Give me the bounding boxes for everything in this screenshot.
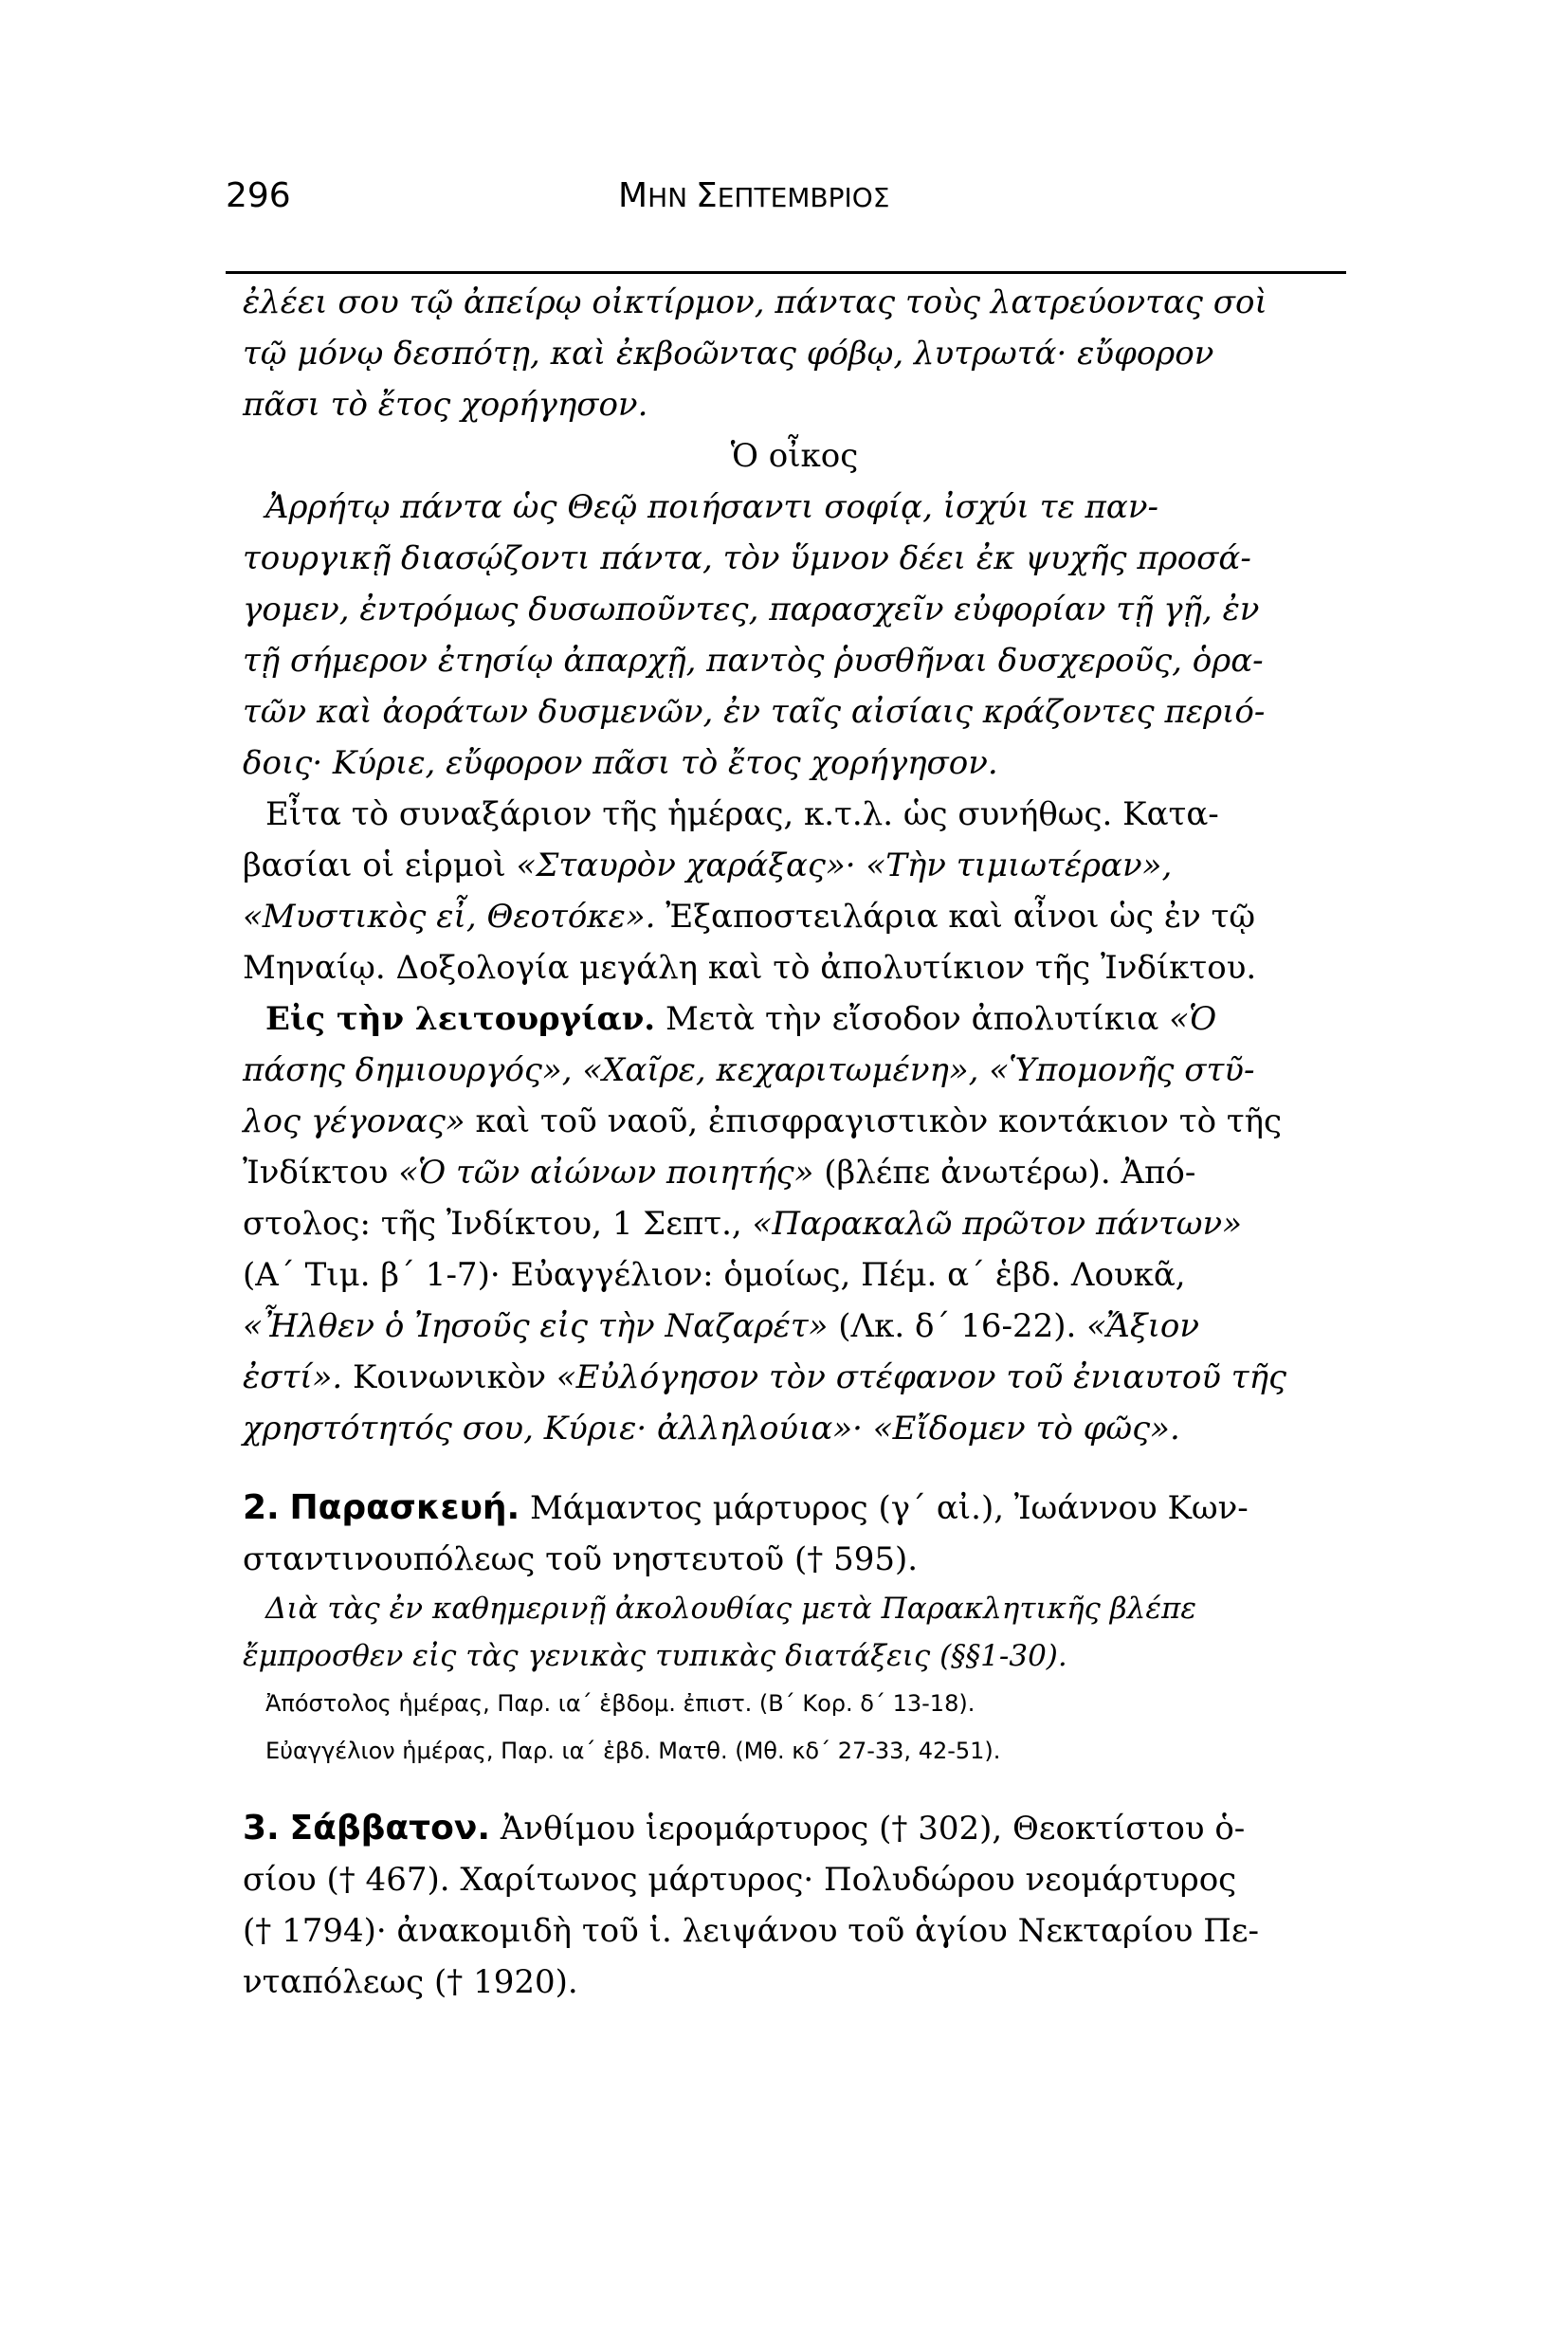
oikos-text [243,482,1346,789]
day-name: Παρασκευή. [289,1488,520,1527]
text-line: «Ἦλθεν ὁ Ἰησοῦς εἰς τὴν Ναζαρέτ» (Λκ. δ΄ 16-22). «Ἄξιον [243,1307,1200,1345]
page-body [243,277,1346,2008]
text-line: ἐστί». Κοινωνικὸν «Εὐλόγησον τὸν στέφανον τοῦ ἐνιαυτοῦ τῆς [243,1358,1286,1396]
text-line: πᾶσι τὸ ἔτος χορήγησον. [243,386,648,424]
text-line: πάσης δημιουργός», «Χαῖρε, κεχαριτωμένη», «Ὑπομονῆς στῦ- [243,1051,1255,1089]
page-number: 296 [226,176,291,215]
text-line: δοις· Κύριε, εὔφορον πᾶσι τὸ ἔτος χορήγησον. [243,744,998,782]
text-line: νταπόλεως († 1920). [243,1963,578,2001]
text-line: λος γέγονας» καὶ τοῦ ναοῦ, ἐπισφραγιστικὸν κοντάκιον τὸ τῆς [243,1102,1283,1140]
text-line: Διὰ τὰς ἐν καθημερινῇ ἀκολουθίας μετὰ Παρακλητικῆς βλέπε [265,1592,1196,1626]
text-line: τῷ μόνῳ δεσπότῃ, καὶ ἐκβοῶντας φόβῳ, λυτρωτά· εὔφορον [243,335,1214,373]
section-gap [243,1775,1346,1803]
matins-rubric [243,789,1346,993]
day-number: 2. [243,1488,280,1527]
text-line: (Α΄ Τιμ. β΄ 1-7)· Εὐαγγέλιον: ὁμοίως, Πέμ. α΄ ἑβδ. Λουκᾶ, [243,1256,1186,1294]
hymn-ending [243,277,1346,430]
text-line: Ἀρρήτῳ πάντα ὡς Θεῷ ποιήσαντι σοφίᾳ, ἰσχύι τε παν- [265,488,1158,526]
text-line: 3. Σάββατον. Ἀνθίμου ἱερομάρτυρος († 302), Θεοκτίστου ὁ- [243,1809,1246,1848]
apostle-reading: Ἀπόστολος ἡμέρας, Παρ. ια΄ ἑβδομ. ἐπιστ. (Β΄ Κορ. δ΄ 13-18). [265,1690,975,1717]
text-line: σταντινουπόλεως τοῦ νηστευτοῦ († 595). [243,1540,919,1578]
text-line: 2. Παρασκευή. Μάμαντος μάρτυρος (γ΄ αἰ.), Ἰωάννου Κων- [243,1488,1249,1527]
text-line: βασίαι οἱ εἱρμοὶ «Σταυρὸν χαράξας»· «Τὴν τιμιωτέραν», [243,847,1173,884]
text-line: († 1794)· ἀνακομιδὴ τοῦ ἱ. λειψάνου τοῦ ἁγίου Νεκταρίου Πε- [243,1912,1260,1950]
text-line: τουργικῇ διασῴζοντι πάντα, τὸν ὕμνον δέει ἐκ ψυχῆς προσά- [243,539,1251,577]
gospel-reading: Εὐαγγέλιον ἡμέρας, Παρ. ια΄ ἑβδ. Ματθ. (Μθ. κδ΄ 27-33, 42-51). [265,1738,1001,1764]
liturgy-rubric [243,993,1346,1454]
text-line: Εἶτα τὸ συναξάριον τῆς ἡμέρας, κ.τ.λ. ὡς συνήθως. Κατα- [265,795,1219,833]
text-line: σίου († 467). Χαρίτωνος μάρτυρος· Πολυδώρου νεομάρτυρος [243,1861,1237,1899]
text-line: ἐλέει σου τῷ ἀπείρῳ οἰκτίρμον, πάντας τοὺς λατρεύοντας σοὶ [243,283,1267,321]
liturgy-heading: Εἰς τὴν λειτουργίαν. [265,1000,656,1038]
text-line: «Μυστικὸς εἶ, Θεοτόκε». Ἐξαποστειλάρια καὶ αἶνοι ὡς ἐν τῷ [243,898,1256,936]
section-gap [243,1454,1346,1483]
text-line: τῶν καὶ ἀοράτων δυσμενῶν, ἐν ταῖς αἰσίαις κράζοντες περιό- [243,693,1266,731]
day-entry-2 [243,1483,1346,1775]
text-line: Μηναίῳ. Δοξολογία μεγάλη καὶ τὸ ἀπολυτίκιον τῆς Ἰνδίκτου. [243,949,1257,987]
day-entry-3 [243,1803,1346,2008]
text-line: ἔμπροσθεν εἰς τὰς γενικὰς τυπικὰς διατάξεις (§§1-30). [243,1639,1067,1673]
oikos-heading: Ὁ οἶκος [730,437,859,475]
text-line: Εἰς τὴν λειτουργίαν. Μετὰ τὴν εἴσοδον ἀπολυτίκια «Ὁ [265,1000,1217,1038]
text-line: τῇ σήμερον ἐτησίῳ ἀπαρχῇ, παντὸς ῥυσθῆναι δυσχεροῦς, ὁρα- [243,642,1264,680]
day-number: 3. [243,1809,280,1848]
page-header [226,176,1346,274]
text-line: Ἰνδίκτου «Ὁ τῶν αἰώνων ποιητής» (βλέπε ἀνωτέρω). Ἀπό- [243,1154,1196,1192]
running-title: ΜΗΝ ΣΕΠΤΕΜΒΡΙΟΣ [618,176,890,215]
day-name: Σάββατον. [289,1809,491,1848]
text-line: γομεν, ἐντρόμως δυσωποῦντες, παρασχεῖν εὐφορίαν τῇ γῇ, ἐν [243,591,1260,628]
text-line: στολος: τῆς Ἰνδίκτου, 1 Σεπτ., «Παρακαλῶ πρῶτον πάντων» [243,1205,1243,1243]
text-line: χρηστότητός σου, Κύριε· ἀλληλούια»· «Εἴδομεν τὸ φῶς». [243,1410,1180,1448]
